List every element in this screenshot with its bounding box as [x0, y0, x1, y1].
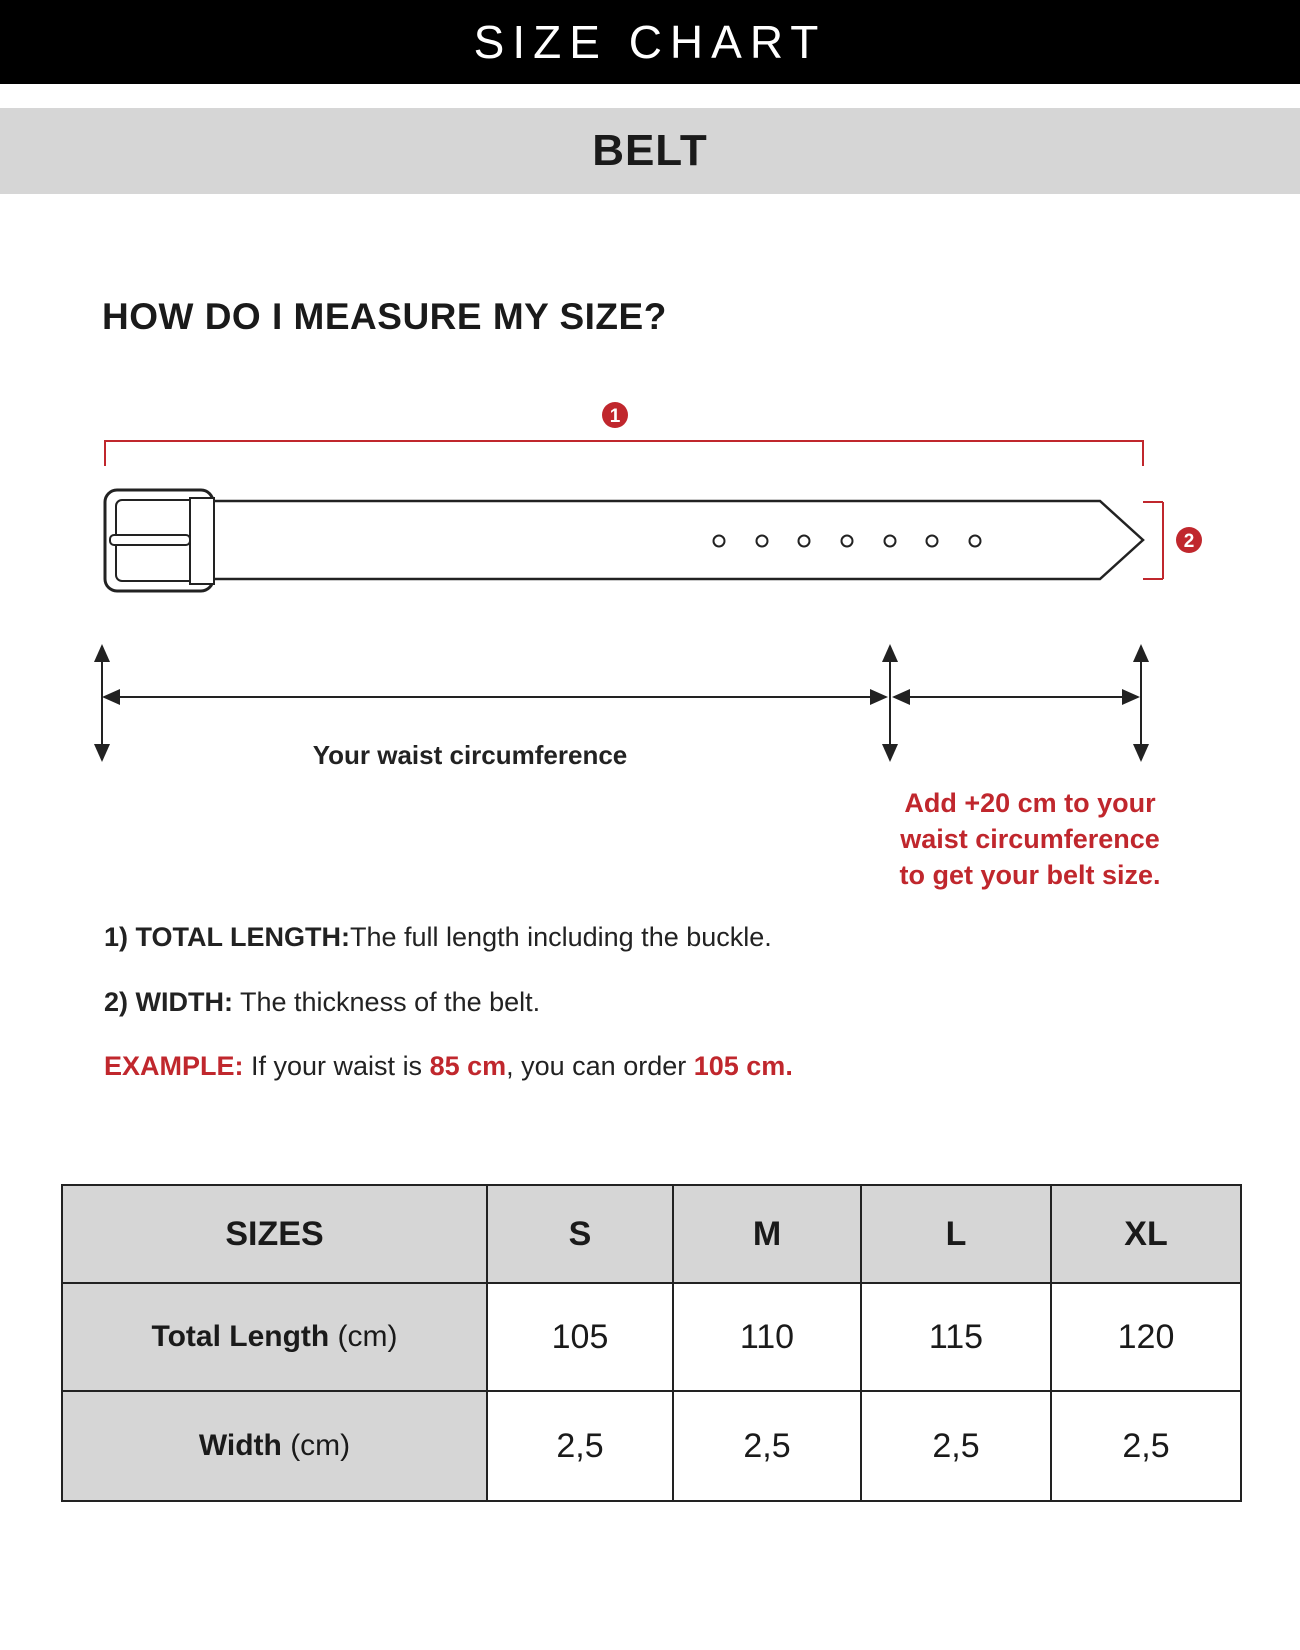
table-cell: 2,5	[673, 1391, 861, 1501]
table-cell: 2,5	[487, 1391, 673, 1501]
width-bracket	[1143, 502, 1163, 579]
row-label: Total Length (cm)	[62, 1283, 487, 1391]
svg-text:2: 2	[1183, 531, 1195, 552]
table-cell: 110	[673, 1283, 861, 1391]
table-cell: 2,5	[1051, 1391, 1241, 1501]
example-order: 105 cm	[693, 1051, 786, 1081]
example-text: , you can order	[506, 1051, 694, 1081]
total-length-note	[104, 922, 772, 953]
total-length-label: 1) TOTAL LENGTH:	[104, 922, 350, 952]
chart-title-bar	[0, 0, 1300, 84]
belt-icon	[105, 490, 1143, 591]
size-header: M	[673, 1185, 861, 1283]
size-header: XL	[1051, 1185, 1241, 1283]
width-text: The thickness of the belt.	[232, 987, 541, 1017]
add-note-line: Add +20 cm to your	[904, 788, 1156, 818]
waist-circumference-label: Your waist circumference	[312, 740, 628, 770]
example-label: EXAMPLE:	[104, 1051, 244, 1081]
marker-2-icon	[1176, 527, 1202, 553]
size-header: L	[861, 1185, 1051, 1283]
table-row	[62, 1391, 1241, 1501]
add-note-line: to get your belt size.	[899, 860, 1161, 890]
table-row	[62, 1283, 1241, 1391]
width-label: 2) WIDTH:	[104, 987, 233, 1017]
extra-length-arrow	[894, 646, 1141, 760]
category-title: BELT	[592, 126, 708, 175]
sizes-header: SIZES	[62, 1185, 487, 1283]
example-end: .	[785, 1051, 793, 1081]
table-cell: 105	[487, 1283, 673, 1391]
example-text: If your waist is	[243, 1051, 430, 1081]
table-cell: 115	[861, 1283, 1051, 1391]
add-note-line: waist circumference	[900, 824, 1160, 854]
category-bar	[0, 108, 1300, 194]
marker-1-icon	[602, 402, 628, 428]
width-note	[104, 987, 540, 1018]
table-cell: 2,5	[861, 1391, 1051, 1501]
howto-title: HOW DO I MEASURE MY SIZE?	[102, 296, 667, 337]
chart-title: SIZE CHART	[473, 16, 827, 68]
total-length-bracket	[105, 440, 1143, 466]
size-table	[61, 1184, 1242, 1502]
total-length-text: The full length including the buckle.	[350, 922, 772, 952]
example-note	[104, 1051, 793, 1082]
belt-diagram	[0, 380, 1300, 780]
table-cell: 120	[1051, 1283, 1241, 1391]
table-header-row	[62, 1185, 1241, 1283]
example-waist: 85 cm	[429, 1051, 507, 1081]
add-length-note	[880, 785, 1180, 893]
svg-text:1: 1	[609, 406, 621, 427]
size-header: S	[487, 1185, 673, 1283]
row-label: Width (cm)	[62, 1391, 487, 1501]
